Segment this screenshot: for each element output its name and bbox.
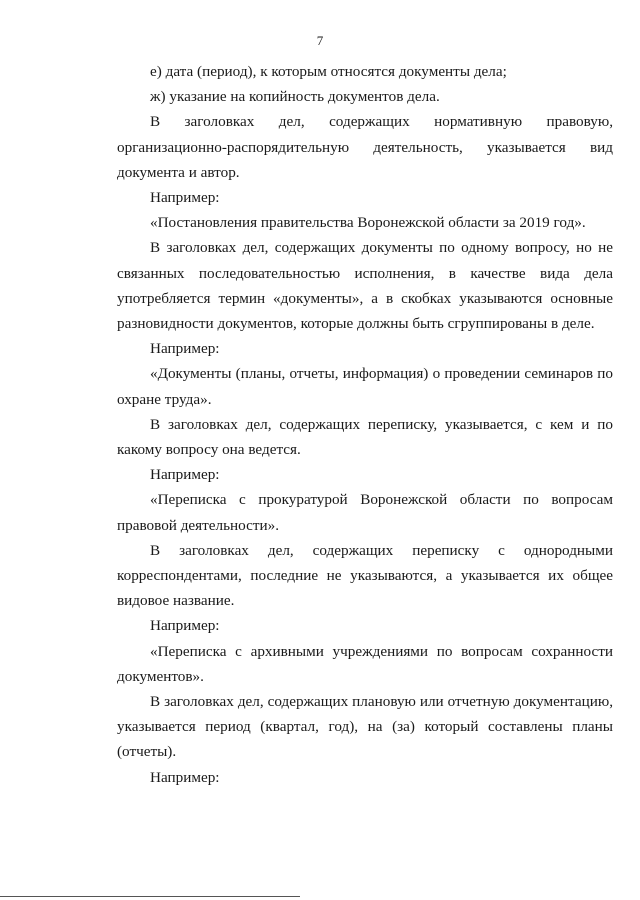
paragraph-example-label: Например:	[150, 189, 220, 207]
paragraph-example-label: Например:	[150, 340, 220, 358]
footnote-divider	[0, 896, 300, 897]
paragraph-normative-titles: В заголовках дел, содержащих нормативную правовую, организационно-распорядительную деятельность, указывается вид документа и автор.	[117, 113, 613, 181]
paragraph-planning-documentation: В заголовках дел, содержащих плановую или отчетную документацию, указывается период (квартал, год), на (за) который составлены планы (отчеты).	[117, 693, 613, 761]
paragraph-example-quote: «Документы (планы, отчеты, информация) о проведении семинаров по охране труда».	[117, 365, 613, 408]
document-body	[117, 59, 613, 790]
paragraph-example-label: Например:	[150, 466, 220, 484]
paragraph-example-label: Например:	[150, 617, 220, 635]
paragraph-correspondence: В заголовках дел, содержащих переписку, указывается, с кем и по какому вопросу она ведется.	[117, 415, 613, 459]
paragraph-list-item-zh: ж) указание на копийность документов дела.	[150, 88, 440, 106]
paragraph-example-quote: «Переписка с прокуратурой Воронежской области по вопросам правовой деятельности».	[117, 491, 613, 534]
paragraph-example-quote: «Переписка с архивными учреждениями по вопросам сохранности документов».	[117, 642, 613, 685]
paragraph-homogeneous-correspondents: В заголовках дел, содержащих переписку с однородными корреспондентами, последние не указываются, а указывается их общее видовое название.	[117, 541, 613, 610]
paragraph-example-quote: «Постановления правительства Воронежской области за 2019 год».	[150, 214, 586, 232]
page-number: 7	[316, 33, 324, 48]
paragraph-list-item-e: е) дата (период), к которым относятся документы дела;	[150, 63, 507, 80]
paragraph-example-label: Например:	[150, 768, 220, 786]
paragraph-documents-term: В заголовках дел, содержащих документы по одному вопросу, но не связанных последовательностью исполнения, в качестве вида дела употребляется термин «документы», а в скобках указываются основные разновидности документов, которые должны быть сгруппированы в деле.	[117, 239, 613, 333]
